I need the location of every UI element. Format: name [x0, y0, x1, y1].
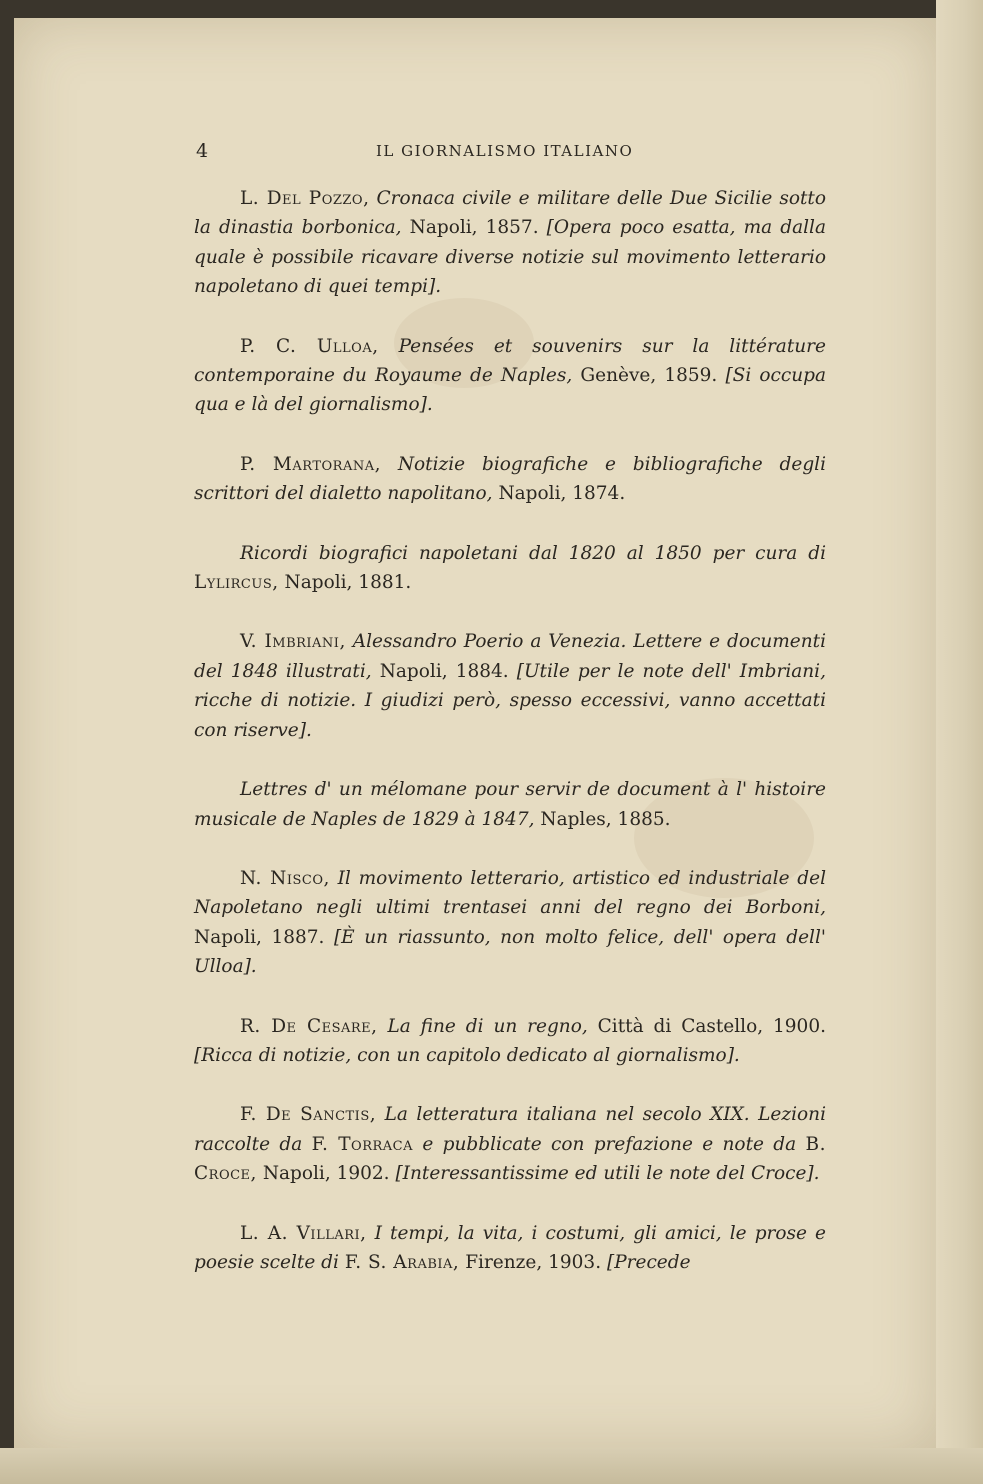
entry-editor: F. S. Arabia, [344, 1251, 460, 1273]
bibliography-entry [194, 627, 826, 745]
bibliography-entry [194, 1012, 826, 1071]
page-header [196, 140, 826, 166]
page-number: 4 [196, 140, 209, 162]
entry-publication: Naples, 1885. [540, 808, 671, 830]
entry-title: I tempi, la vita, i costumi, gli amici, le prose e poesie scelte di [194, 1222, 826, 1273]
entry-title: Lettres d' un mélomane pour servir de document à l' histoire musicale de Naples de 1829 à 1847, [194, 779, 826, 830]
entry-title: Ricordi biografici napoletani dal 1820 al 1850 per cura di [240, 542, 826, 564]
entry-publication: Napoli, 1881. [284, 572, 412, 594]
running-title: IL GIORNALISMO ITALIANO [376, 142, 634, 160]
bibliography-entry [194, 184, 826, 302]
bibliography-entry [194, 1219, 826, 1278]
entry-title: Cronaca civile e militare delle Due Sicilie sotto la dinastia borbonica, [194, 188, 826, 239]
entry-editor: F. Torraca [311, 1133, 414, 1155]
entry-publication: Napoli, 1857. [409, 217, 539, 239]
page-edge [0, 1448, 983, 1484]
entry-note: [Utile per le note dell' Imbriani, ricche di notizie. I giudizi però, spesso eccessivi, vanno accettati con riserve]. [194, 660, 826, 741]
entry-title: Pensées et souvenirs sur la littérature contemporaine du Royaume de Naples, [194, 335, 826, 387]
entry-note: [Interessantissime ed utili le note del Croce]. [395, 1163, 820, 1185]
entry-publication: Napoli, 1887. [194, 926, 325, 948]
bibliography [194, 184, 826, 1307]
bibliography-entry [194, 775, 826, 834]
entry-title: Il movimento letterario, artistico ed industriale del Napoletano negli ultimi trentasei anni del regno dei Borboni, [194, 867, 826, 919]
entry-note: [Precede [606, 1251, 691, 1273]
entry-title: La fine di un regno, [387, 1015, 588, 1037]
page-edge [936, 0, 983, 1484]
entry-author: L. Del Pozzo, [240, 188, 370, 209]
entry-author: P. C. Ulloa, [240, 335, 379, 357]
entry-publication: Città di Castello, 1900. [597, 1015, 826, 1037]
entry-publication: Firenze, 1903. [465, 1251, 602, 1273]
bibliography-entry [194, 1100, 826, 1188]
entry-note: [Opera poco esatta, ma dalla quale è possibile ricavare diverse notizie sul movimento letterario napoletano di quei tempi]. [194, 217, 826, 298]
entry-publication: Genève, 1859. [580, 365, 718, 387]
entry-title-continued: e pubblicate con prefazione e note da [422, 1133, 797, 1155]
entry-author: R. De Cesare, [240, 1015, 378, 1037]
entry-title: Alessandro Poerio a Venezia. Lettere e documenti del 1848 illustrati, [194, 631, 826, 682]
entry-title: La letteratura italiana nel secolo XIX. Lezioni raccolte da [194, 1104, 826, 1155]
entry-publication: Napoli, 1874. [498, 483, 626, 505]
entry-editor: Lylircus, [194, 572, 279, 594]
entry-editor: B. Croce, [194, 1133, 826, 1185]
entry-publication: Napoli, 1884. [379, 660, 509, 682]
bibliography-entry [194, 864, 826, 982]
entry-author: L. A. Villari, [240, 1222, 367, 1244]
entry-author: N. Nisco, [240, 867, 330, 889]
entry-author: F. De Sanctis, [240, 1104, 377, 1126]
entry-author: V. Imbriani, [240, 631, 346, 653]
entry-note: [Si occupa qua e là del giornalismo]. [194, 365, 827, 416]
entry-publication: Napoli, 1902. [262, 1163, 390, 1185]
bibliography-entry [194, 539, 826, 598]
entry-author: P. Martorana, [240, 453, 381, 475]
bibliography-entry [194, 450, 826, 509]
entry-title: Notizie biografiche e bibliografiche degli scrittori del dialetto napolitano, [194, 453, 826, 505]
entry-note: [Ricca di notizie, con un capitolo dedicato al giornalismo]. [194, 1044, 740, 1066]
entry-note: [È un riassunto, non molto felice, dell' opera dell' Ulloa]. [194, 926, 826, 978]
bibliography-entry [194, 332, 826, 420]
